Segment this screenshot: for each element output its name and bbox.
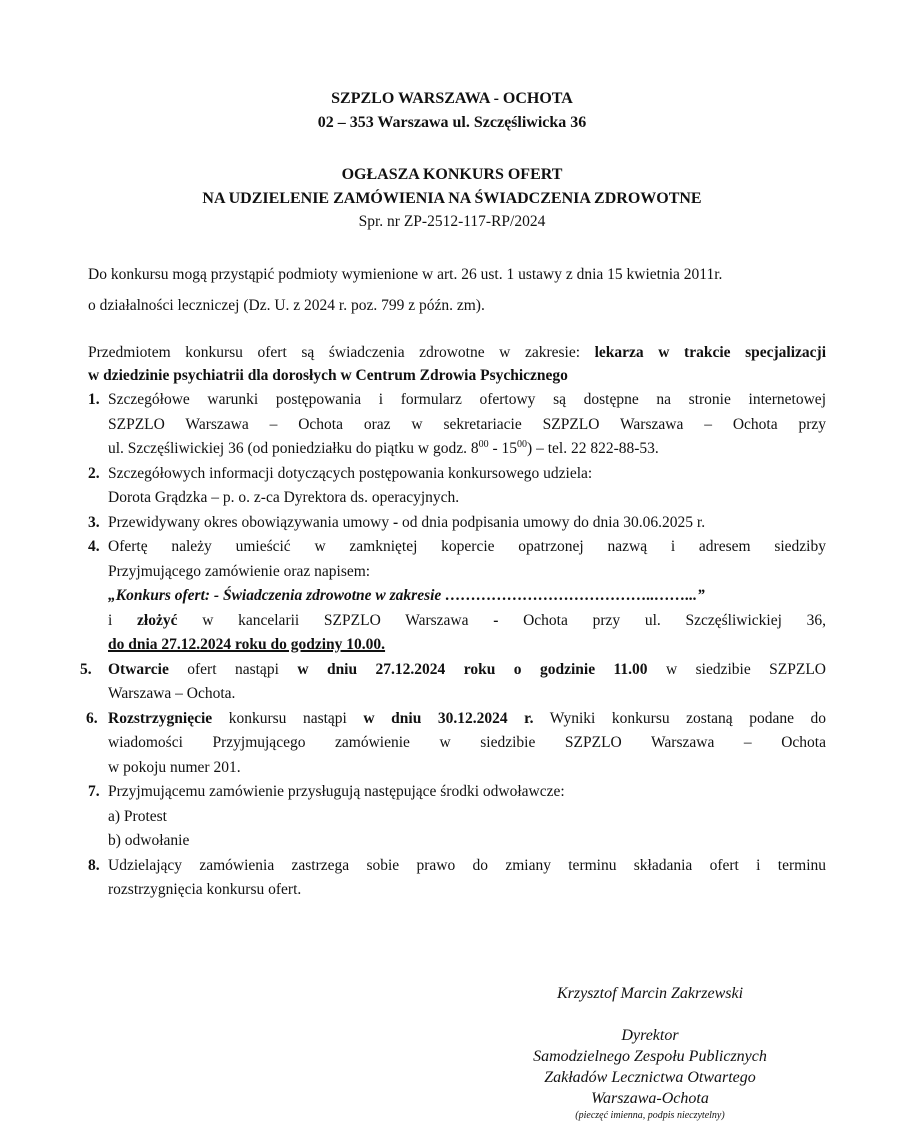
list-item-8 [88, 854, 826, 903]
item-5-opening-word: Otwarcie [108, 660, 169, 678]
case-number: Spr. nr ZP-2512-117-RP/2024 [358, 213, 546, 230]
item-6-line-1 [108, 707, 826, 732]
item-3-period: od dnia podpisania umowy do dnia 30.06.2025 r. [398, 513, 706, 531]
hour-to-superscript: 00 [517, 439, 528, 450]
item-number: 6. [86, 709, 98, 727]
resolution-date: w dniu 30.12.2024 r. [363, 709, 534, 727]
conditions-list [80, 388, 826, 903]
list-item-2 [88, 462, 826, 511]
item-4-address: Ochota przy ul. Szczęśliwickiej 36, [498, 611, 826, 629]
title-line-2: NA UDZIELENIE ZAMÓWIENIA NA ŚWIADCZENIA ZDROWOTNE [202, 190, 702, 207]
item-number: 8. [88, 856, 100, 874]
intro-line-2: o działalności leczniczej (Dz. U. z 2024 r. poz. 799 z późn. zm). [88, 297, 485, 314]
signatory-name: Krzysztof Marcin Zakrzewski [556, 985, 744, 1002]
item-3-dash: - [392, 513, 399, 531]
item-2-line-1: Szczegółowych informacji dotyczących postępowania konkursowego udziela: [108, 464, 593, 482]
list-item-7 [88, 780, 826, 854]
subject-paragraph [88, 341, 826, 387]
item-8-line-2: rozstrzygnięcia konkursu ofert. [108, 881, 302, 898]
list-item-1 [88, 388, 826, 462]
item-3-line-1 [108, 511, 826, 536]
item-6-line-2: wiadomości Przyjmującego zamówienie w siedzibie SZPZLO Warszawa – Ochota [108, 734, 826, 751]
intro-paragraph [88, 259, 826, 321]
subject-bold-1: lekarza w trakcie specjalizacji [594, 344, 827, 361]
announcement-title [0, 163, 904, 233]
item-6-text: konkursu nastąpi [212, 709, 364, 727]
signatory-block [490, 1025, 810, 1123]
item-2-contact: Dorota Grądzka – p. o. z-ca Dyrektora ds. operacyjnych. [108, 489, 460, 506]
subject-bold-2: w dziedzinie psychiatrii dla dorosłych w Centrum Zdrowia Psychicznego [88, 367, 568, 384]
item-3-text: Przewidywany okres obowiązywania umowy [108, 513, 393, 531]
organization-name: SZPZLO WARSZAWA - OCHOTA [331, 90, 573, 107]
stamp-note: (pieczęć imienna, podpis nieczytelny) [575, 1110, 725, 1121]
subject-prefix: Przedmiotem konkursu ofert są świadczenia zdrowotne w zakresie: [88, 344, 595, 361]
item-4-office: w kancelarii SZPZLO Warszawa [177, 611, 494, 629]
organization-address: 02 – 353 Warszawa ul. Szczęśliwicka 36 [317, 114, 587, 131]
item-6-line-3: w pokoju numer 201. [108, 758, 241, 776]
item-5-line-2: Warszawa – Ochota. [108, 685, 236, 702]
item-4-line-2: Przyjmującego zamówienie oraz napisem: [108, 562, 371, 580]
signatory-org-line-2: Zakładów Lecznictwa Otwartego [544, 1069, 756, 1086]
list-item-5 [80, 658, 826, 707]
submission-deadline: do dnia 27.12.2024 roku do godziny 10.00. [108, 636, 386, 653]
sub-item-protest: a) Protest [108, 807, 167, 825]
list-item-3 [88, 511, 826, 536]
signatory-org-line-3: Warszawa-Ochota [591, 1090, 709, 1107]
item-number: 7. [88, 783, 100, 800]
signatory-title: Dyrektor [621, 1027, 679, 1044]
item-5-line-1 [108, 658, 826, 683]
item-4-i: i [108, 611, 138, 629]
item-6-resolution-word: Rozstrzygnięcie [108, 709, 213, 727]
item-1-hours-to: - 15 [488, 440, 518, 457]
item-1-phone: ) – tel. 22 822-88-53. [527, 440, 659, 457]
item-number: 5. [80, 660, 92, 678]
item-4-line-1: Ofertę należy umieścić w zamkniętej kopercie opatrzonej nazwą i adresem siedziby [108, 538, 826, 555]
title-line-1: OGŁASZA KONKURS OFERT [341, 166, 563, 183]
hour-from-superscript: 00 [478, 439, 489, 450]
item-6-results: Wyniki konkursu zostaną podane do [533, 709, 826, 727]
item-8-line-1: Udzielający zamówienia zastrzega sobie prawo do zmiany terminu składania ofert i terminu [108, 856, 826, 874]
sub-item-appeal: b) odwołanie [108, 832, 190, 849]
list-item-4 [88, 535, 826, 658]
item-7-line-1: Przyjmującemu zamówienie przysługują następujące środki odwoławcze: [108, 783, 565, 800]
item-5-location: w siedzibie SZPZLO [647, 660, 826, 678]
opening-date: w dniu 27.12.2024 roku o godzinie 11.00 [297, 660, 648, 678]
list-item-6 [88, 707, 826, 781]
item-number: 2. [88, 464, 100, 482]
item-number: 4. [88, 538, 100, 555]
item-1-hours-text: ul. Szczęśliwickiej 36 (od poniedziałku do piątku w godz. 8 [108, 440, 479, 457]
item-1-line-2: SZPZLO Warszawa – Ochota oraz w sekretariacie SZPZLO Warszawa – Ochota przy [108, 415, 826, 433]
item-number: 3. [88, 513, 100, 531]
organization-header [0, 87, 904, 135]
signatory-org-line-1: Samodzielnego Zespołu Publicznych [533, 1048, 767, 1065]
item-number: 1. [88, 391, 100, 408]
item-5-text: ofert nastąpi [168, 660, 298, 678]
item-4-line-4 [108, 609, 826, 634]
envelope-label-text: „Konkurs ofert: - Świadczenia zdrowotne w zakresie …………………………………..……...” [108, 587, 705, 604]
item-4-deadline-line [108, 633, 826, 658]
item-4-submit-word: złożyć [137, 611, 178, 629]
item-4-dash: - [493, 611, 499, 629]
intro-line-1: Do konkursu mogą przystąpić podmioty wymienione w art. 26 ust. 1 ustawy z dnia 15 kwietnia 2011r. [88, 266, 723, 283]
item-1-line-3 [108, 437, 826, 462]
item-1-line-1: Szczegółowe warunki postępowania i formularz ofertowy są dostępne na stronie internetowej [108, 391, 826, 408]
